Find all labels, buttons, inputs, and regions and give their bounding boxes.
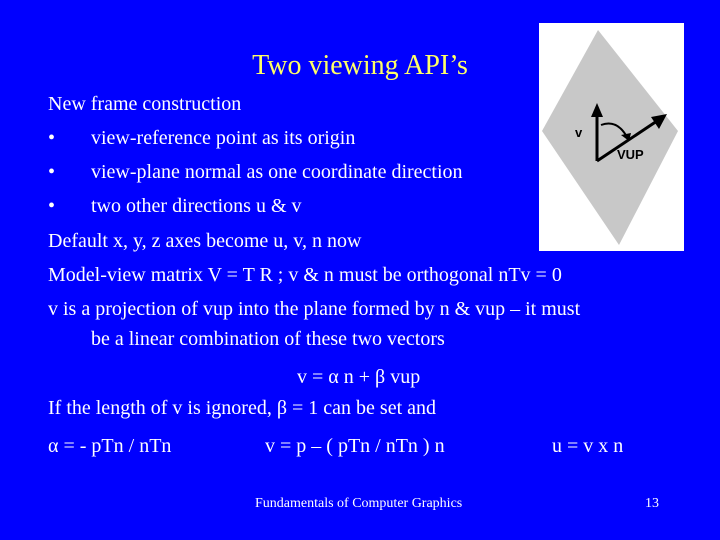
vup-label: VUP [617, 147, 644, 162]
line-beta: If the length of v is ignored, β = 1 can be set and [48, 397, 437, 419]
bullet-text: two other directions u & v [91, 195, 302, 217]
bullet-item-normal [48, 160, 463, 184]
equation-v: v = α n + β vup [297, 366, 421, 388]
bullet-mark: • [48, 195, 56, 217]
line-linear-combination: be a linear combination of these two vectors [91, 328, 445, 350]
equation-alpha: α = - pTn / nTn [48, 435, 172, 457]
equation-v-expanded: v = p – ( pTn / nTn ) n [265, 435, 445, 457]
equation-u: u = v x n [552, 435, 624, 457]
view-plane-figure [539, 23, 684, 251]
line-model-view: Model-view matrix V = T R ; v & n must be orthogonal nTv = 0 [48, 264, 562, 286]
bullet-text: view-reference point as its origin [91, 127, 356, 149]
bullet-item-origin [48, 126, 355, 150]
view-plane-diagram [539, 23, 684, 251]
bullet-item-directions [48, 194, 302, 218]
footer-title: Fundamentals of Computer Graphics [255, 496, 463, 511]
line-default-axes: Default x, y, z axes become u, v, n now [48, 230, 362, 252]
slide-title: Two viewing API’s [252, 50, 468, 81]
line-projection: v is a projection of vup into the plane formed by n & vup – it must [48, 298, 581, 320]
page-number: 13 [645, 496, 659, 511]
bullet-mark: • [48, 161, 56, 183]
view-plane-shape [542, 30, 678, 245]
line-new-frame: New frame construction [48, 93, 242, 115]
bullet-text: view-plane normal as one coordinate direction [91, 161, 463, 183]
v-label: v [575, 125, 583, 140]
bullet-mark: • [48, 127, 56, 149]
